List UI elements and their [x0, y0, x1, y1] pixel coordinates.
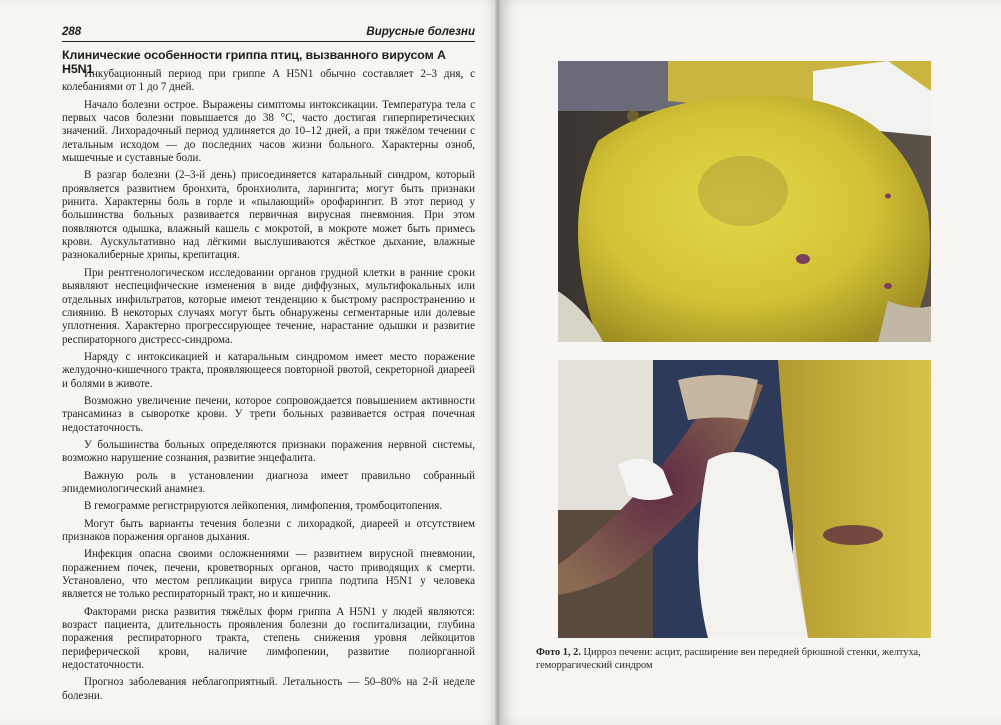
- photo-1-illustration: [558, 61, 931, 342]
- body-text: [62, 68, 475, 707]
- photo-1-abdomen: [558, 61, 931, 342]
- paragraph: Факторами риска развития тяжёлых форм гриппа A H5N1 у людей являются: возраст пациента, длительность проявления болезни до госпитализации, глубина поражения респираторного тракта, степень снижения уровня лейкоцитов периферической крови, наличие лимфопении, развитие полиорганной недостаточности.: [62, 605, 475, 672]
- photo-2-illustration: [558, 360, 931, 638]
- photo-2-arm-hematoma: [558, 360, 931, 638]
- page-number: 288: [62, 26, 82, 38]
- section-heading: Клинические особенности гриппа птиц, вызванного вирусом A H5N1: [62, 48, 446, 76]
- paragraph: Инфекция опасна своими осложнениями — развитием вирусной пневмонии, поражением почек, печени, кроветворных органов, часто приводящих к смерти. Установлено, что местом репликации вируса гриппа подтипа H5N1 у человека является не только респираторный тракт, но и кишечник.: [62, 548, 475, 601]
- paragraph: Прогноз заболевания неблагоприятный. Летальность — 50–80% на 2-й неделе болезни.: [62, 676, 475, 702]
- section-title: Вирусные болезни: [366, 26, 475, 38]
- running-head: [62, 24, 475, 40]
- paragraph: Возможно увеличение печени, которое сопровождается повышением активности трансаминаз в сыворотке крови. У трети больных развивается острая почечная недостаточность.: [62, 394, 475, 434]
- caption-text: Цирроз печени: асцит, расширение вен передней брюшной стенки, желтуха, геморрагический синдром: [536, 647, 921, 671]
- paragraph: Наряду с интоксикацией и катаральным синдромом имеет место поражение желудочно-кишечного тракта, проявляющееся повторной рвотой, секреторной диареей и болями в животе.: [62, 350, 475, 390]
- figure-caption: [536, 647, 938, 672]
- header-rule: [62, 41, 475, 42]
- paragraph: При рентгенологическом исследовании органов грудной клетки в ранние сроки выявляют неспецифические изменения в виде диффузных, мультифокальных или отдельных инфильтратов, которые имеют тенденцию к быстрому распространению и слиянию. В некоторых случаях могут быть обнаружены сегментарные или долевые уплотнения. Характерно прогрессирующее течение, нарастание одышки и развитие респираторного дистресс-синдрома.: [62, 266, 475, 346]
- paragraph: В гемограмме регистрируются лейкопения, лимфопения, тромбоцитопения.: [84, 500, 443, 513]
- caption-label: Фото 1, 2.: [536, 647, 581, 658]
- paragraph: Начало болезни острое. Выражены симптомы интоксикации. Температура тела с первых часов болезни повышается до 38 °C, часто достигая гиперпиретических значений. Лихорадочный период удлиняется до 10–12 дней, а при тяжёлом течении с летальным исходом — до последних часов жизни больного. Характерны озноб, мышечные и суставные боли.: [62, 98, 475, 165]
- book-gutter: [495, 0, 501, 725]
- paragraph: Могут быть варианты течения болезни с лихорадкой, диареей и отсутствием признаков поражения органов дыхания.: [62, 517, 475, 543]
- paragraph: В разгар болезни (2–3-й день) присоединяется катаральный синдром, который проявляется развитием бронхита, бронхиолита, ларингита; могут быть признаки ринита. Характерны боль в горле и «пылающий» орофарингит. В этот период у большинства больных развивается первичная вирусная пневмония. При этом появляются одышка, влажный кашель с мокротой, в мокроте может быть примесь крови. Аускультативно над лёгкими выслушиваются жёсткое дыхание, влажные разнокалиберные хрипы, крепитация.: [62, 169, 475, 262]
- paragraph: У большинства больных определяются признаки поражения нервной системы, возможно нарушение сознания, развитие энцефалита.: [62, 438, 475, 465]
- paragraph: Важную роль в установлении диагноза имеет правильно собранный эпидемиологический анамнез.: [62, 469, 475, 495]
- paragraph: Инкубационный период при гриппе A H5N1 обычно составляет 2–3 дня, с колебаниями от 1 до 7 дней.: [62, 68, 475, 94]
